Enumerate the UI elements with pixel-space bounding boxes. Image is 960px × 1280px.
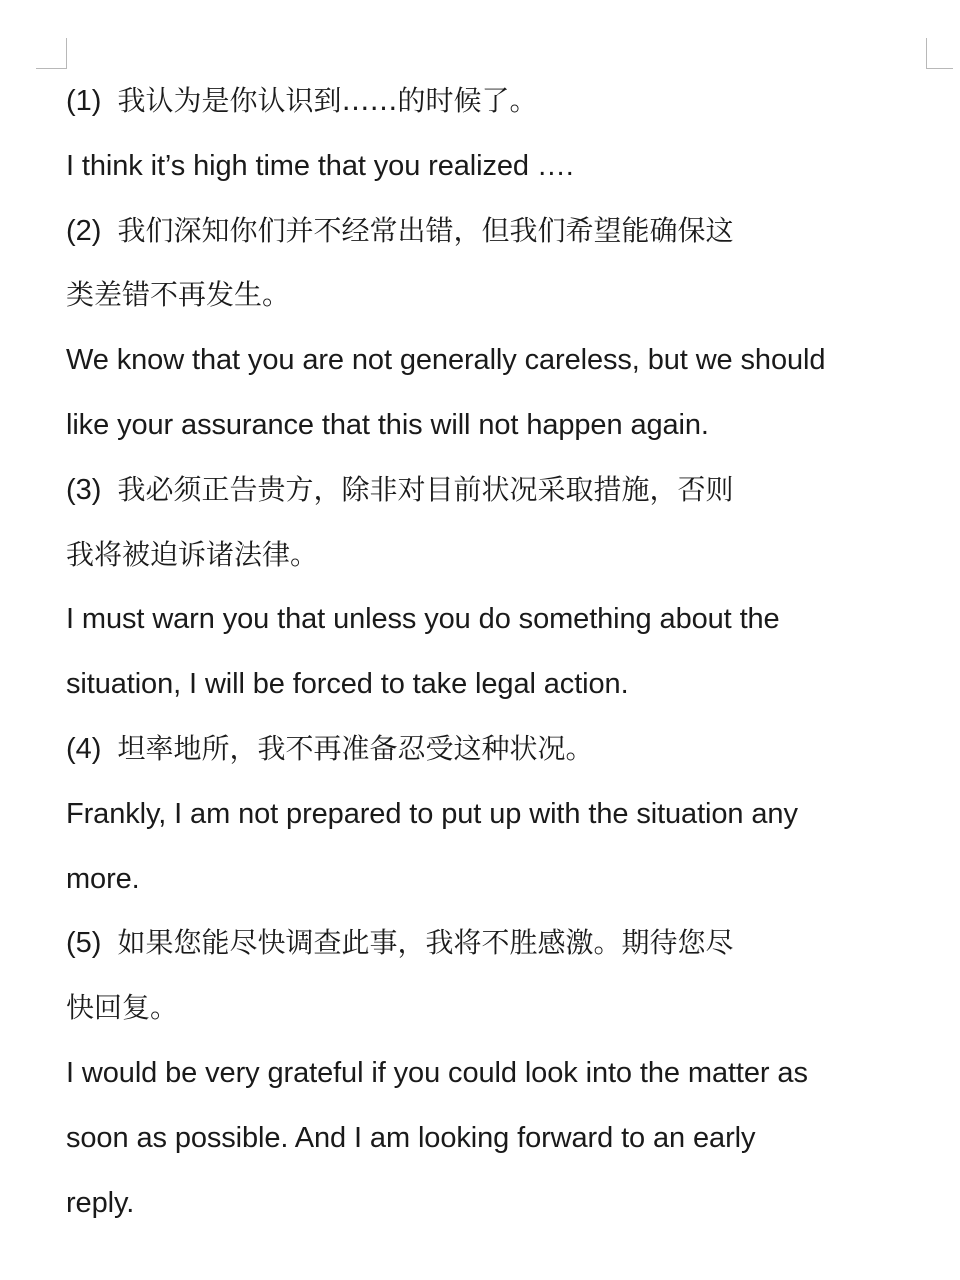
item-3-en-line-2: situation, I will be forced to take legal action. (66, 668, 629, 701)
item-5-en-line-1: I would be very grateful if you could look into the matter as (66, 1056, 808, 1089)
item-1-en-line-1: I think it’s high time that you realized …. (66, 149, 574, 182)
item-4-zh-line-1: (4) 坦率地所，我不再准备忍受这种状况。 (66, 731, 594, 765)
document-body (66, 69, 926, 1235)
item-3-en-line-1: I must warn you that unless you do something about the (66, 603, 780, 636)
item-2-en-line-2: like your assurance that this will not happen again. (66, 408, 709, 441)
item-5-en-line-3: reply. (66, 1186, 135, 1219)
page-corner-mark-top-right (926, 38, 953, 69)
item-2-zh-line-2: 类差错不再发生。 (66, 278, 291, 312)
item-2-zh-line-1: (2) 我们深知你们并不经常出错，但我们希望能确保这 (66, 213, 734, 247)
item-5-zh-line-2: 快回复。 (66, 991, 179, 1025)
item-4-number: (4) (66, 732, 102, 765)
item-3-number: (3) (66, 473, 102, 506)
page-corner-mark-top-left (36, 38, 67, 69)
item-2-en-line-1: We know that you are not generally careless, but we should (66, 344, 826, 377)
item-4-en-line-1: Frankly, I am not prepared to put up with the situation any (66, 797, 798, 830)
item-5-en-line-2: soon as possible. And I am looking forward to an early (66, 1121, 756, 1154)
item-2-number: (2) (66, 214, 102, 247)
item-3-zh-line-1: (3) 我必须正告贵方，除非对目前状况采取措施，否则 (66, 472, 734, 506)
item-5-number: (5) (66, 927, 102, 960)
item-4-en-line-2: more. (66, 862, 140, 895)
item-3-zh-line-2: 我将被迫诉诸法律。 (66, 537, 319, 571)
item-1-number: (1) (66, 85, 102, 117)
item-1-zh-line-1: (1) 我认为是你认识到……的时候了。 (66, 84, 538, 117)
item-5-zh-line-1: (5) 如果您能尽快调查此事，我将不胜感激。期待您尽 (66, 926, 734, 960)
